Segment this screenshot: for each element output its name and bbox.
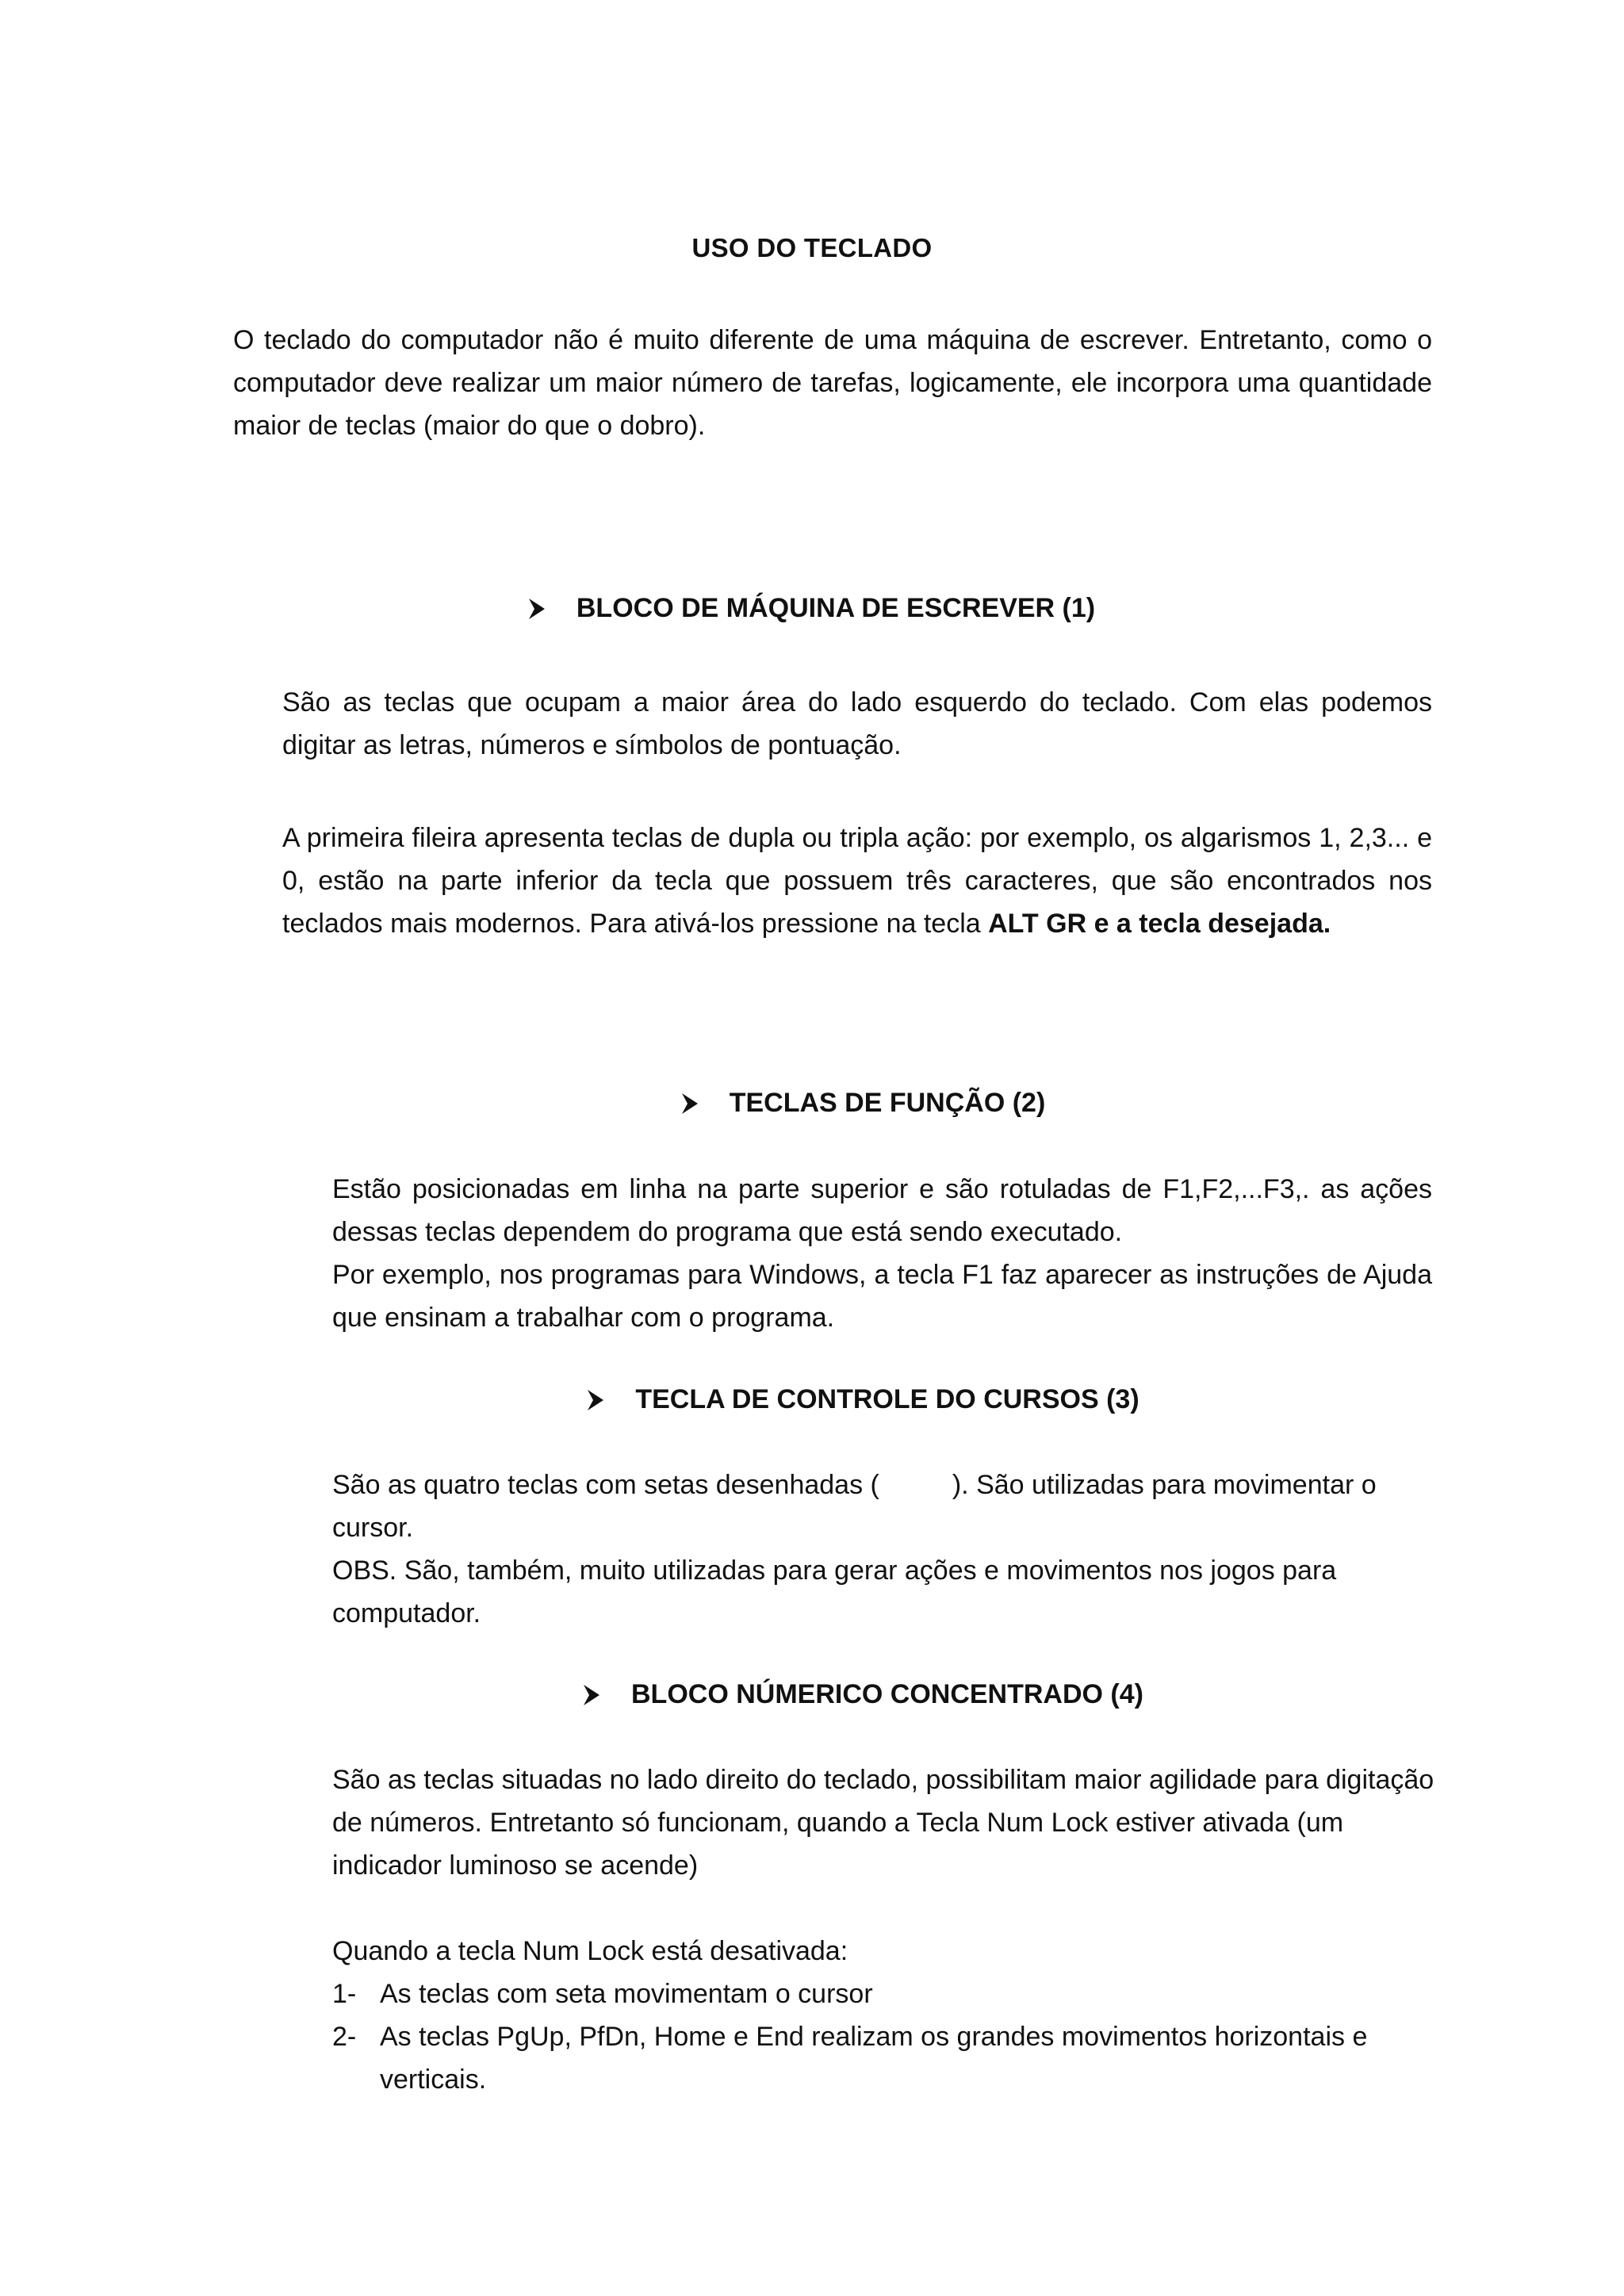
arrowhead-bullet-icon [584,1685,599,1705]
section2-paragraph-1: Estão posicionadas em linha na parte superior e são rotuladas de F1,F2,...F3,. as ações dessas teclas dependem do programa que está sendo executado. [332,1174,1432,1247]
section1-heading [0,593,1624,624]
arrowhead-bullet-icon [682,1093,698,1114]
section1-paragraph-1: São as teclas que ocupam a maior área do lado esquerdo do teclado. Com elas podemos digitar as letras, números e símbolos de pontuação. [282,687,1432,760]
list-item-text: As teclas PgUp, PfDn, Home e End realizam os grandes movimentos horizontais e verticais. [380,2022,1368,2095]
arrowhead-bullet-icon [588,1390,603,1410]
list-item [332,2015,1395,2101]
section1-heading-text: BLOCO DE MÁQUINA DE ESCREVER (1) [576,593,1096,623]
section4-paragraph-1: São as teclas situadas no lado direito do teclado, possibilitam maior agilidade para digitação de números. Entretanto só funcionam, quando a Tecla Num Lock estiver ativada (um indicador luminoso se acende) [332,1765,1434,1881]
section1-paragraph-2-bold: ALT GR e a tecla desejada. [988,909,1331,939]
section1-paragraph-2-text: A primeira fileira apresenta teclas de dupla ou tripla ação: por exemplo, os algarismos 1, 2,3... e 0, estão na parte inferior da tecla que possuem três caracteres, que são encontrados nos teclados mais modernos. Para ativá-los pressione na tecla [282,823,1432,939]
section3-paragraph-1-end: ). São utilizadas para movimentar o cursor. [332,1470,1377,1543]
section2-heading [0,1088,1624,1119]
section4-paragraph-2: Quando a tecla Num Lock está desativada: [332,1936,848,1966]
section3-paragraph-1-start: São as quatro teclas com setas desenhadas ( [332,1470,879,1500]
section3-heading [0,1384,1624,1415]
list-item-number: 1- [332,1979,357,2009]
section3-obs: OBS. São, também, muito utilizadas para gerar ações e movimentos nos jogos para computador. [332,1556,1337,1628]
list-item-text: As teclas com seta movimentam o cursor [380,1979,873,2009]
arrowhead-bullet-icon [529,599,545,619]
section3-paragraph-1 [332,1464,1403,1549]
list-item [332,1973,1395,2015]
list-item-number: 2- [332,2022,357,2052]
section2-paragraph-2: Por exemplo, nos programas para Windows, a tecla F1 faz aparecer as instruções de Ajuda que ensinam a trabalhar com o programa. [332,1260,1432,1333]
section3-heading-text: TECLA DE CONTROLE DO CURSOS (3) [635,1384,1139,1414]
intro-paragraph: O teclado do computador não é muito diferente de uma máquina de escrever. Entretanto, como o computador deve realizar um maior número de tarefas, logicamente, ele incorpora uma quantidade maior de teclas (maior do que o dobro). [233,325,1432,441]
section1-paragraph-2 [282,817,1432,945]
section4-list [332,1973,1395,2101]
section4-heading-text: BLOCO NÚMERICO CONCENTRADO (4) [631,1679,1143,1709]
section4-heading [0,1679,1624,1710]
document-title: USO DO TECLADO [691,233,933,262]
section2-heading-text: TECLAS DE FUNÇÃO (2) [729,1088,1046,1118]
